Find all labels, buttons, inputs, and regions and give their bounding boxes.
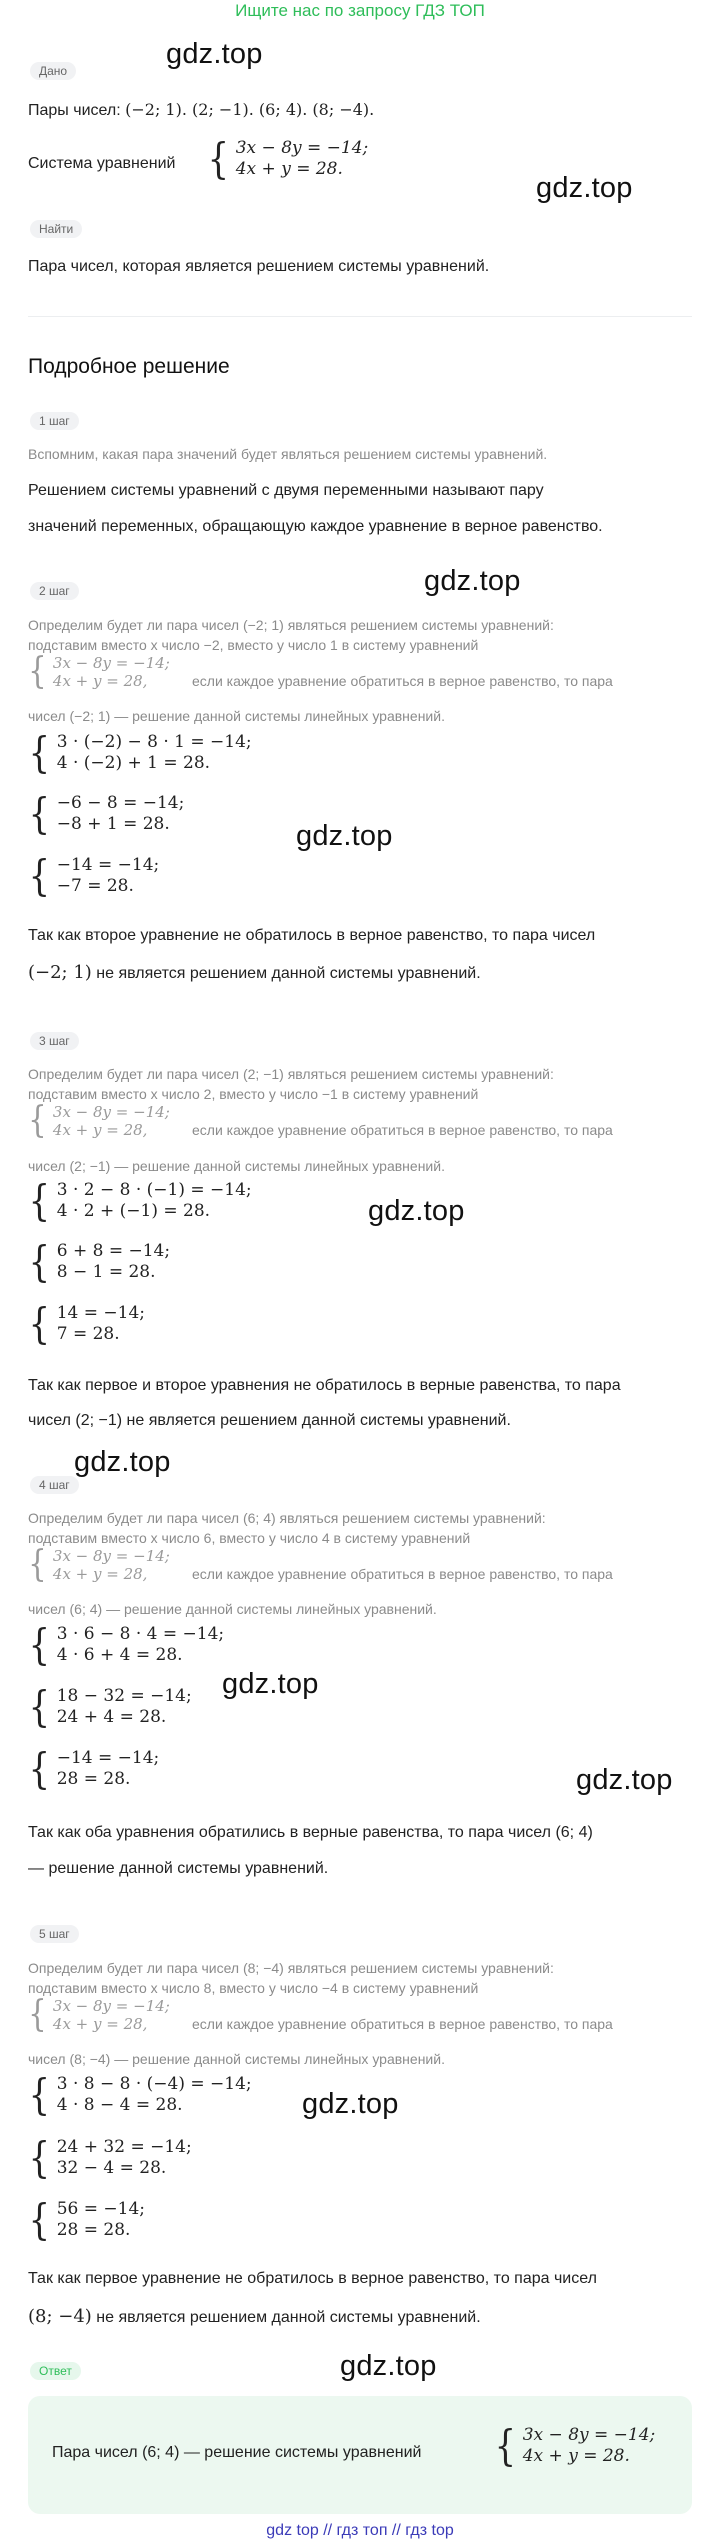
system-label: Система уравнений xyxy=(28,155,176,172)
step2-sys2: { −6 − 8 = −14; −8 + 1 = 28. xyxy=(28,789,185,838)
step4-sys2: { 18 − 32 = −14; 24 + 4 = 28. xyxy=(28,1682,192,1731)
step2-cond: если каждое уравнение обратиться в верное равенство, то пара xyxy=(192,673,613,689)
equation: 4x + y = 28. xyxy=(522,2446,630,2466)
step3-l4: чисел (2; −1) — решение данной системы линейных уравнений. xyxy=(28,1158,445,1174)
search-banner[interactable]: Ищите нас по запросу ГДЗ ТОП xyxy=(235,1,485,20)
step4-sys3: { −14 = −14; 28 = 28. xyxy=(28,1744,160,1793)
step2-conclusion-1: Так как второе уравнение не обратилось в верное равенство, то пара чисел xyxy=(28,927,596,944)
pairs-value: (−2; 1). (2; −1). (6; 4). (8; −4). xyxy=(125,100,375,119)
equation: 3x − 8y = −14; xyxy=(235,138,369,158)
step-tag: 4 шаг xyxy=(30,1476,79,1494)
step5-sys1: { 3 · 8 − 8 · (−4) = −14; 4 · 8 − 4 = 28. xyxy=(28,2070,252,2119)
step3-conclusion-1: Так как первое и второе уравнения не обратилось в верные равенства, то пара xyxy=(28,1377,621,1394)
step3-cond: если каждое уравнение обратиться в верное равенство, то пара xyxy=(192,1122,613,1138)
answer-text: Пара чисел (6; 4) — решение системы уравнений xyxy=(52,2444,422,2461)
step1-note: Вспомним, какая пара значений будет являться решением системы уравнений. xyxy=(28,446,548,462)
step3-sys3: { 14 = −14; 7 = 28. xyxy=(28,1299,146,1348)
step4-conclusion-1: Так как оба уравнения обратились в верные равенства, то пара чисел (6; 4) xyxy=(28,1824,593,1841)
given-tag: Дано xyxy=(30,62,76,80)
step3-l1: Определим будет ли пара чисел (2; −1) являться решением системы уравнений: xyxy=(28,1066,554,1082)
step2-light-system: { 3x − 8y = −14; 4x + y = 28, xyxy=(28,651,170,692)
watermark: gdz.top xyxy=(368,1195,465,1227)
step-tag: 5 шаг xyxy=(30,1925,79,1943)
pairs-label: Пары чисел: xyxy=(28,102,121,119)
step5-l4: чисел (8; −4) — решение данной системы линейных уравнений. xyxy=(28,2051,445,2067)
step3-conclusion-2: чисел (2; −1) не является решением данной системы уравнений. xyxy=(28,1412,511,1429)
pairs-row xyxy=(28,100,374,120)
watermark: gdz.top xyxy=(340,2350,437,2382)
step2-l2: подставим вместо x число −2, вместо y число 1 в систему уравнений xyxy=(28,637,479,653)
step4-l2: подставим вместо x число 6, вместо y число 4 в систему уравнений xyxy=(28,1530,471,1546)
find-tag: Найти xyxy=(30,220,82,238)
step2-l4: чисел (−2; 1) — решение данной системы линейных уравнений. xyxy=(28,708,445,724)
watermark: gdz.top xyxy=(74,1446,171,1478)
step-tag: 2 шаг xyxy=(30,582,79,600)
step5-conclusion-2: (8; −4) не является решением данной системы уравнений. xyxy=(28,2306,481,2327)
step3-light-system: { 3x − 8y = −14; 4x + y = 28, xyxy=(28,1100,170,1141)
step5-l2: подставим вместо x число 8, вместо y число −4 в систему уравнений xyxy=(28,1980,479,1996)
answer-system: { 3x − 8y = −14; 4x + y = 28. xyxy=(494,2421,656,2470)
answer-tag: Ответ xyxy=(30,2362,81,2380)
step1-line1: Решением системы уравнений с двумя переменными называют пару xyxy=(28,482,544,499)
step5-sys3: { 56 = −14; 28 = 28. xyxy=(28,2195,146,2244)
step4-cond: если каждое уравнение обратиться в верное равенство, то пара xyxy=(192,1566,613,1582)
step3-l2: подставим вместо x число 2, вместо y число −1 в систему уравнений xyxy=(28,1086,479,1102)
equation: 3x − 8y = −14; xyxy=(522,2425,656,2445)
step3-sys1: { 3 · 2 − 8 · (−1) = −14; 4 · 2 + (−1) = 28. xyxy=(28,1176,252,1225)
step4-conclusion-2: — решение данной системы уравнений. xyxy=(28,1860,329,1877)
section-divider xyxy=(28,316,692,317)
watermark: gdz.top xyxy=(296,820,393,852)
watermark: gdz.top xyxy=(536,172,633,204)
equation: 4x + y = 28. xyxy=(235,159,343,179)
step1-line2: значений переменных, обращающую каждое уравнение в верное равенство. xyxy=(28,518,603,535)
step5-conclusion-1: Так как первое уравнение не обратилось в верное равенство, то пара чисел xyxy=(28,2270,597,2287)
given-system: { 3x − 8y = −14; 4x + y = 28. xyxy=(207,134,369,183)
step-tag: 1 шаг xyxy=(30,412,79,430)
step4-l4: чисел (6; 4) — решение данной системы линейных уравнений. xyxy=(28,1601,437,1617)
step2-l1: Определим будет ли пара чисел (−2; 1) являться решением системы уравнений: xyxy=(28,617,554,633)
step5-cond: если каждое уравнение обратиться в верное равенство, то пара xyxy=(192,2016,613,2032)
step2-conclusion-2: (−2; 1) не является решением данной системы уравнений. xyxy=(28,962,481,983)
step4-sys1: { 3 · 6 − 8 · 4 = −14; 4 · 6 + 4 = 28. xyxy=(28,1620,225,1669)
step5-sys2: { 24 + 32 = −14; 32 − 4 = 28. xyxy=(28,2133,192,2182)
step5-light-system: { 3x − 8y = −14; 4x + y = 28, xyxy=(28,1994,170,2035)
footer-links[interactable]: gdz top // гдз топ // гдз top xyxy=(266,2522,454,2539)
watermark: gdz.top xyxy=(424,565,521,597)
step4-light-system: { 3x − 8y = −14; 4x + y = 28, xyxy=(28,1544,170,1585)
solution-title: Подробное решение xyxy=(28,355,230,378)
step3-sys2: { 6 + 8 = −14; 8 − 1 = 28. xyxy=(28,1237,171,1286)
watermark: gdz.top xyxy=(576,1764,673,1796)
step2-sys3: { −14 = −14; −7 = 28. xyxy=(28,851,160,900)
watermark: gdz.top xyxy=(166,38,263,70)
watermark: gdz.top xyxy=(222,1668,319,1700)
step4-l1: Определим будет ли пара чисел (6; 4) являться решением системы уравнений: xyxy=(28,1510,546,1526)
find-text: Пара чисел, которая является решением системы уравнений. xyxy=(28,258,490,275)
step-tag: 3 шаг xyxy=(30,1032,79,1050)
step2-sys1: { 3 · (−2) − 8 · 1 = −14; 4 · (−2) + 1 = 28. xyxy=(28,728,252,777)
watermark: gdz.top xyxy=(302,2088,399,2120)
step5-l1: Определим будет ли пара чисел (8; −4) являться решением системы уравнений: xyxy=(28,1960,554,1976)
